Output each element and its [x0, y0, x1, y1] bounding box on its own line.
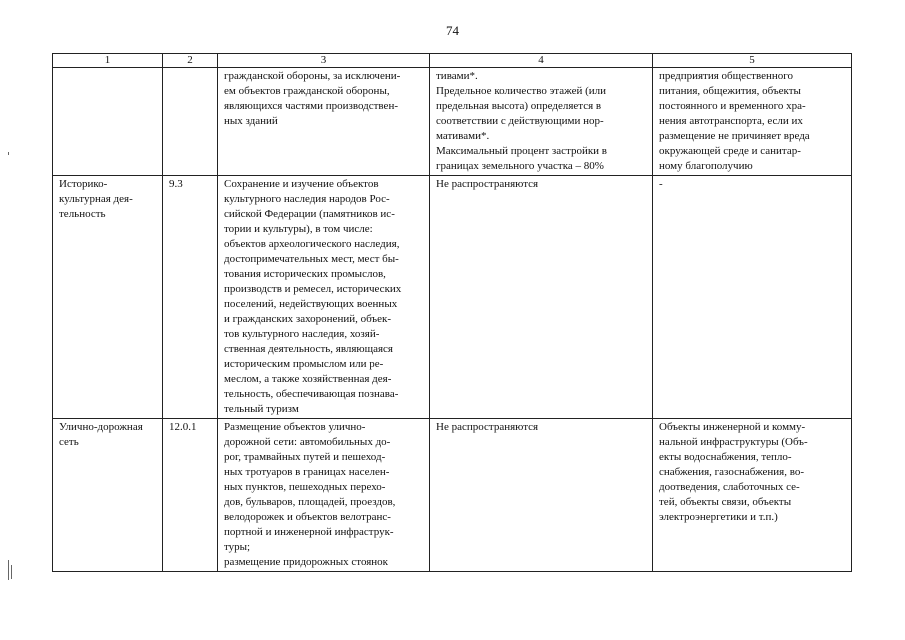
column-header: 4 — [430, 54, 653, 68]
column-header: 1 — [53, 54, 163, 68]
parameters-cell: тивами*. Предельное количество этажей (или предельная высота) определяется в соответствии с действующими нор- мативами*. Максимальный процент застройки в границах земельного участка – 80% — [430, 68, 653, 176]
table-row — [53, 176, 852, 419]
table-row — [53, 68, 852, 176]
page-number: 74 — [446, 23, 459, 38]
parameters-cell: Не распространяются — [430, 419, 653, 572]
type-name-cell: Улично-дорожная сеть — [53, 419, 163, 572]
type-code-cell — [163, 68, 218, 176]
auxiliary-uses-cell: предприятия общественного питания, общежития, объекты постоянного и временного хра- нения автотранспорта, если их размещение не причиняет вреда окружающей среде и санитар- ному благополучию — [653, 68, 852, 176]
type-name-cell — [53, 68, 163, 176]
type-name-cell: Историко- культурная дея- тельность — [53, 176, 163, 419]
table-row — [53, 419, 852, 572]
land-use-table — [52, 53, 852, 572]
type-description-cell: гражданской обороны, за исключени- ем объектов гражданской обороны, являющихся частями производствен- ных зданий — [218, 68, 430, 176]
column-header: 3 — [218, 54, 430, 68]
type-code-cell: 12.0.1 — [163, 419, 218, 572]
type-code-cell: 9.3 — [163, 176, 218, 419]
table-header-row — [53, 54, 852, 68]
type-description-cell: Сохранение и изучение объектов культурного наследия народов Рос- сийской Федерации (памятников ис- тории и культуры), в том числе: объектов археологического наследия, достопримечательных мест, мест бы- тования исторических промыслов, производств и ремесел, исторических поселений, недействующих военных и гражданских захоронений, объек- тов культурного наследия, хозяй- ственная деятельность, являющаяся историческим промыслом или ре- меслом, а также хозяйственная дея- тельность, обеспечивающая познава- тельный туризм — [218, 176, 430, 419]
scan-margin-mark — [8, 152, 9, 155]
scan-margin-mark — [11, 565, 12, 579]
auxiliary-uses-cell: - — [653, 176, 852, 419]
column-header: 5 — [653, 54, 852, 68]
column-header: 2 — [163, 54, 218, 68]
auxiliary-uses-cell: Объекты инженерной и комму- нальной инфраструктуры (Объ- екты водоснабжения, тепло- снабжения, газоснабжения, во- доотведения, слаботочных се- тей, объекты связи, объекты электроэнергетики и т.п.) — [653, 419, 852, 572]
scan-margin-mark — [8, 560, 9, 580]
parameters-cell: Не распространяются — [430, 176, 653, 419]
type-description-cell: Размещение объектов улично- дорожной сети: автомобильных до- рог, трамвайных путей и пешеход- ных тротуаров в границах населен- ных пунктов, пешеходных перехо- дов, бульваров, площадей, проездов, велодорожек и объектов велотранс- портной и инженерной инфраструк- туры; размещение придорожных стоянок — [218, 419, 430, 572]
